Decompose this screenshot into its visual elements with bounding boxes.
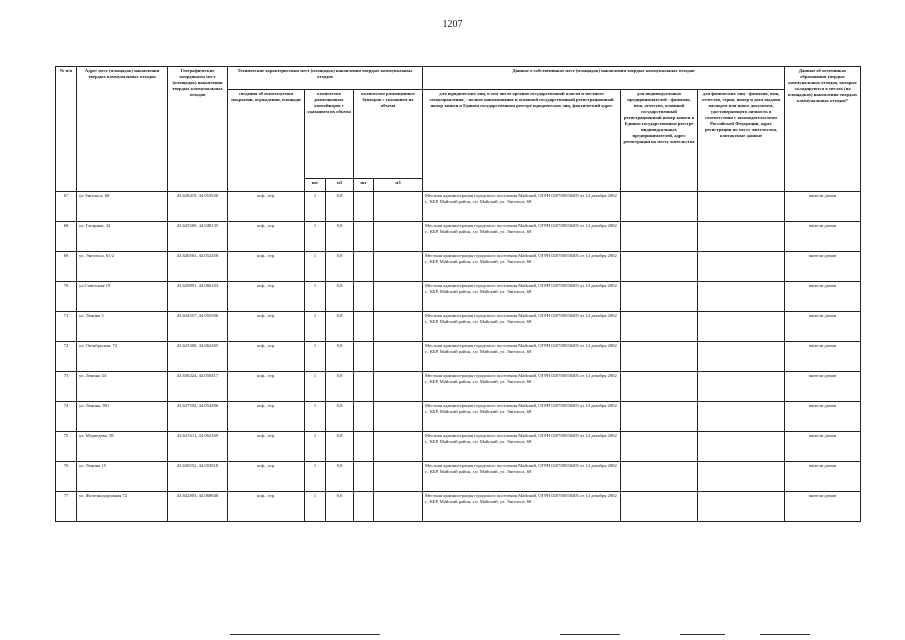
row-bunker-volume bbox=[374, 252, 423, 282]
row-bunker-volume bbox=[374, 222, 423, 252]
row-coords: 43.636224, 44.050417 bbox=[168, 372, 228, 402]
row-number: 70 bbox=[56, 282, 77, 312]
row-container-volume: 0,8 bbox=[326, 462, 354, 492]
table-row bbox=[56, 462, 861, 492]
waste-sites-table bbox=[55, 66, 861, 522]
row-source: жители домов bbox=[785, 282, 861, 312]
row-address: ул. Ленина 5 bbox=[77, 312, 168, 342]
row-owner-person bbox=[698, 372, 785, 402]
row-number: 69 bbox=[56, 252, 77, 282]
row-cover: асф., огр. bbox=[228, 432, 305, 462]
row-number: 67 bbox=[56, 192, 77, 222]
row-container-count: 1 bbox=[305, 432, 326, 462]
row-container-count: 1 bbox=[305, 372, 326, 402]
row-container-volume: 0,8 bbox=[326, 372, 354, 402]
row-address: ул. Ленина, 891 bbox=[77, 402, 168, 432]
row-container-count: 1 bbox=[305, 402, 326, 432]
row-bunker-count bbox=[354, 282, 374, 312]
row-container-count: 1 bbox=[305, 492, 326, 522]
row-container-count: 1 bbox=[305, 312, 326, 342]
row-owner-ip bbox=[621, 492, 698, 522]
row-owner-person bbox=[698, 192, 785, 222]
row-source: жители домов bbox=[785, 222, 861, 252]
row-source: жители домов bbox=[785, 252, 861, 282]
row-container-volume: 0,8 bbox=[326, 312, 354, 342]
row-owner-person bbox=[698, 462, 785, 492]
row-number: 77 bbox=[56, 492, 77, 522]
row-number: 76 bbox=[56, 462, 77, 492]
row-cover: асф., огр. bbox=[228, 252, 305, 282]
row-owner: Местная администрация городского поселения Майский, ОГРН 020700558405 от 14 декабря 2002 г., КБР, Майский район, г.п. Майский, ул. Энгельса, 68 bbox=[423, 252, 621, 282]
row-bunker-volume bbox=[374, 192, 423, 222]
row-owner-person bbox=[698, 492, 785, 522]
row-container-count: 1 bbox=[305, 282, 326, 312]
header-sources: Данные об источниках образования твердых коммунальных отходов, которые складируются в местах (на площадках) накопления твердых коммунальных отходов* bbox=[785, 67, 861, 192]
row-bunker-count bbox=[354, 342, 374, 372]
row-bunker-volume bbox=[374, 342, 423, 372]
table-row bbox=[56, 282, 861, 312]
row-owner-person bbox=[698, 432, 785, 462]
row-coords: 43.629891, 44.066103 bbox=[168, 282, 228, 312]
row-cover: асф., огр. bbox=[228, 492, 305, 522]
row-container-volume: 0,8 bbox=[326, 192, 354, 222]
row-bunker-volume bbox=[374, 402, 423, 432]
row-owner-ip bbox=[621, 432, 698, 462]
row-address: ул. Ленина 34 bbox=[77, 372, 168, 402]
row-bunker-volume bbox=[374, 432, 423, 462]
row-container-count: 1 bbox=[305, 462, 326, 492]
row-container-volume: 0,8 bbox=[326, 432, 354, 462]
table-row bbox=[56, 312, 861, 342]
row-bunker-count bbox=[354, 372, 374, 402]
row-owner: Местная администрация городского поселения Майский, ОГРН 020700558405 от 14 декабря 2002 г., КБР, Майский район, г.п. Майский, ул. Энгельса, 68 bbox=[423, 462, 621, 492]
row-bunker-count bbox=[354, 222, 374, 252]
row-coords: 43.623300, 44.062265 bbox=[168, 342, 228, 372]
row-source: жители домов bbox=[785, 462, 861, 492]
row-number: 71 bbox=[56, 312, 77, 342]
row-owner-ip bbox=[621, 372, 698, 402]
row-bunker-volume bbox=[374, 492, 423, 522]
row-owner-person bbox=[698, 342, 785, 372]
table-row bbox=[56, 432, 861, 462]
header-owner-legal: для юридических лиц, в том числе органов государственной власти и местного самоуправления, - полное наименование и основной государственный регистрационный номер записи в Едином государственном реестре юридических лиц, фактический адрес bbox=[423, 90, 621, 192]
row-container-volume: 0,8 bbox=[326, 252, 354, 282]
row-owner: Местная администрация городского поселения Майский, ОГРН 020700558405 от 14 декабря 2002 г., КБР, Майский район, г.п. Майский, ул. Энгельса, 68 bbox=[423, 402, 621, 432]
row-owner: Местная администрация городского поселения Майский, ОГРН 020700558405 от 14 декабря 2002 г., КБР, Майский район, г.п. Майский, ул. Энгельса, 68 bbox=[423, 492, 621, 522]
row-bunker-volume bbox=[374, 312, 423, 342]
row-owner-ip bbox=[621, 192, 698, 222]
table-row bbox=[56, 252, 861, 282]
row-address: ул. Медведева, 58 bbox=[77, 432, 168, 462]
row-cover: асф., огр. bbox=[228, 462, 305, 492]
row-address: ул.Советская 19 bbox=[77, 282, 168, 312]
row-cover: асф., огр. bbox=[228, 192, 305, 222]
row-address: ул.Энгельса, 60 bbox=[77, 192, 168, 222]
scan-artifact-line bbox=[560, 634, 620, 635]
row-owner-ip bbox=[621, 462, 698, 492]
table-row bbox=[56, 192, 861, 222]
row-coords: 43.642803, 44.068840 bbox=[168, 492, 228, 522]
row-container-count: 1 bbox=[305, 192, 326, 222]
page-number: 1207 bbox=[442, 19, 463, 30]
row-coords: 43.625569, 44.048135 bbox=[168, 222, 228, 252]
header-unit-count: шт bbox=[354, 179, 374, 192]
header-tech-bunkers: количество размещенных бункеров с указанием их объема bbox=[354, 90, 423, 179]
row-owner-ip bbox=[621, 342, 698, 372]
table-row bbox=[56, 492, 861, 522]
row-address: ул. Гагарина, 34 bbox=[77, 222, 168, 252]
scan-artifact-line bbox=[230, 634, 380, 635]
row-cover: асф., огр. bbox=[228, 342, 305, 372]
row-address: ул. Железнодорожная 72 bbox=[77, 492, 168, 522]
row-container-volume: 0,8 bbox=[326, 342, 354, 372]
row-source: жители домов bbox=[785, 402, 861, 432]
table-row bbox=[56, 372, 861, 402]
row-coords: 43.630552, 44.053918 bbox=[168, 462, 228, 492]
row-bunker-volume bbox=[374, 462, 423, 492]
row-cover: асф., огр. bbox=[228, 282, 305, 312]
row-coords: 43.628419, 44.053920 bbox=[168, 192, 228, 222]
row-container-volume: 0,8 bbox=[326, 222, 354, 252]
row-owner-ip bbox=[621, 282, 698, 312]
row-owner-person bbox=[698, 312, 785, 342]
table-row bbox=[56, 222, 861, 252]
header-coords: Географические координаты мест (площадок) накопления твердых коммунальных отходов bbox=[168, 67, 228, 192]
row-owner-ip bbox=[621, 222, 698, 252]
row-owner: Местная администрация городского поселения Майский, ОГРН 020700558405 от 14 декабря 2002 г., КБР, Майский район, г.п. Майский, ул. Энгельса, 68 bbox=[423, 432, 621, 462]
row-source: жители домов bbox=[785, 312, 861, 342]
row-owner-ip bbox=[621, 312, 698, 342]
row-address: ул. Октябрьская, 72 bbox=[77, 342, 168, 372]
row-container-volume: 0,8 bbox=[326, 402, 354, 432]
header-owner-person: для физических лиц - фамилия, имя, отчество, серия, номер и дата выдачи паспорта или иного документа, удостоверяющего личность в соответствии с законодательством Российской Федерации, адрес регистрации по месту жительства, контактные данные bbox=[698, 90, 785, 192]
row-bunker-volume bbox=[374, 372, 423, 402]
row-bunker-count bbox=[354, 432, 374, 462]
row-owner-ip bbox=[621, 402, 698, 432]
header-tech: Технические характеристики мест (площадок) накопления твердых коммунальных отходов bbox=[228, 67, 423, 90]
row-number: 74 bbox=[56, 402, 77, 432]
row-source: жители домов bbox=[785, 432, 861, 462]
row-number: 72 bbox=[56, 342, 77, 372]
row-bunker-count bbox=[354, 312, 374, 342]
row-coords: 43.626563, 44.052458 bbox=[168, 252, 228, 282]
header-tech-cover: сведения об используемом покрытии, ограждении, площади bbox=[228, 90, 305, 192]
row-number: 73 bbox=[56, 372, 77, 402]
row-source: жители домов bbox=[785, 192, 861, 222]
row-cover: асф., огр. bbox=[228, 372, 305, 402]
row-bunker-count bbox=[354, 492, 374, 522]
row-source: жители домов bbox=[785, 372, 861, 402]
row-source: жители домов bbox=[785, 492, 861, 522]
row-container-volume: 0,8 bbox=[326, 282, 354, 312]
row-source: жители домов bbox=[785, 342, 861, 372]
row-number: 75 bbox=[56, 432, 77, 462]
header-address: Адрес мест (площадок) накопления твердых коммунальных отходов bbox=[77, 67, 168, 192]
row-owner: Местная администрация городского поселения Майский, ОГРН 020700558405 от 14 декабря 2002 г., КБР, Майский район, г.п. Майский, ул. Энгельса, 68 bbox=[423, 342, 621, 372]
row-owner: Местная администрация городского поселения Майский, ОГРН 020700558405 от 14 декабря 2002 г., КБР, Майский район, г.п. Майский, ул. Энгельса, 68 bbox=[423, 222, 621, 252]
header-unit-volume: м3 bbox=[374, 179, 423, 192]
row-owner: Местная администрация городского поселения Майский, ОГРН 020700558405 от 14 декабря 2002 г., КБР, Майский район, г.п. Майский, ул. Энгельса, 68 bbox=[423, 282, 621, 312]
row-coords: 43.623311, 44.062339 bbox=[168, 432, 228, 462]
header-owner: Данные о собственниках мест (площадок) накопления твердых коммунальных отходов bbox=[423, 67, 785, 90]
row-coords: 43.634557, 44.055596 bbox=[168, 312, 228, 342]
table-row bbox=[56, 402, 861, 432]
row-cover: асф., огр. bbox=[228, 312, 305, 342]
header-unit-volume: м3 bbox=[326, 179, 354, 192]
scan-artifact-line bbox=[760, 634, 810, 635]
row-container-count: 1 bbox=[305, 222, 326, 252]
row-cover: асф., огр. bbox=[228, 222, 305, 252]
row-owner: Местная администрация городского поселения Майский, ОГРН 020700558405 от 14 декабря 2002 г., КБР, Майский район, г.п. Майский, ул. Энгельса, 68 bbox=[423, 372, 621, 402]
row-container-count: 1 bbox=[305, 342, 326, 372]
table-row bbox=[56, 342, 861, 372]
row-number: 68 bbox=[56, 222, 77, 252]
row-owner-ip bbox=[621, 252, 698, 282]
row-owner-person bbox=[698, 402, 785, 432]
header-owner-ip: для индивидуальных предпринимателей - фамилия, имя, отчество, основной государственный регистрационный номер записи в Едином государственном реестре индивидуальных предпринимателей, адрес регистрации по месту жительства bbox=[621, 90, 698, 192]
row-address: ул. Ленина 15 bbox=[77, 462, 168, 492]
row-owner: Местная администрация городского поселения Майский, ОГРН 020700558405 от 14 декабря 2002 г., КБР, Майский район, г.п. Майский, ул. Энгельса, 68 bbox=[423, 312, 621, 342]
row-bunker-count bbox=[354, 192, 374, 222]
row-owner-person bbox=[698, 252, 785, 282]
row-owner-person bbox=[698, 222, 785, 252]
header-num: № п/п bbox=[56, 67, 77, 192]
row-bunker-volume bbox=[374, 282, 423, 312]
row-container-volume: 0,6 bbox=[326, 492, 354, 522]
header-tech-containers: количество размещенных контейнеров с указанием их объема bbox=[305, 90, 354, 179]
row-container-count: 1 bbox=[305, 252, 326, 282]
row-owner-person bbox=[698, 282, 785, 312]
row-owner: Местная администрация городского поселения Майский, ОГРН 020700558405 от 14 декабря 2002 г., КБР, Майский район, г.п. Майский, ул. Энгельса, 68 bbox=[423, 192, 621, 222]
row-bunker-count bbox=[354, 252, 374, 282]
row-bunker-count bbox=[354, 462, 374, 492]
row-coords: 43.637592, 44.054496 bbox=[168, 402, 228, 432]
header-unit-count: шт bbox=[305, 179, 326, 192]
row-bunker-count bbox=[354, 402, 374, 432]
row-cover: асф., огр. bbox=[228, 402, 305, 432]
scan-artifact-line bbox=[680, 634, 725, 635]
row-address: ул. Энгельса, 61/2 bbox=[77, 252, 168, 282]
